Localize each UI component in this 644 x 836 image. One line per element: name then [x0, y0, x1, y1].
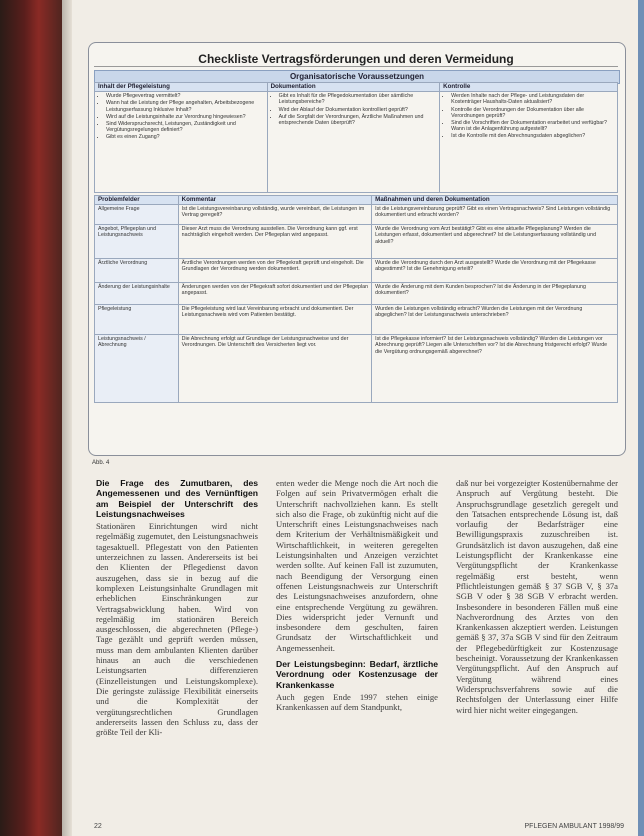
document-page [72, 0, 640, 836]
table-row [95, 335, 618, 403]
content-list-cell [95, 92, 268, 193]
body-text-2b: Auch gegen Ende 1997 stehen einige Krankenkassen auf dem Standpunkt, [276, 691, 438, 713]
section-heading-2: Der Leistungsbeginn: Bedarf, ärztliche Verordnung oder Kostenzusage der Krankenkasse [276, 659, 438, 690]
header-control: Kontrolle [440, 83, 618, 92]
header-measures: Maßnahmen und deren Dokumentation [372, 196, 618, 205]
header-content: Inhalt der Pflegeleistung [95, 83, 268, 92]
next-page-edge [638, 0, 644, 836]
cell-measures: Wurde die Verordnung durch den Arzt ausgestellt? Wurde die Verordnung mit der Pflegekasse abgestimmt? Ist die Genehmigung erteilt? [372, 259, 618, 283]
text-column-1 [96, 478, 258, 737]
header-comment: Kommentar [178, 196, 372, 205]
list-item: • Kontrolle der Verordnungen der Dokumentation über alle Verordnungen geprüft? [451, 107, 614, 119]
text-column-3 [456, 478, 618, 715]
list-item: • Sind die Vorschriften der Dokumentation erarbeitet und verfügbar? Wann ist die Anlagenführung aufgestellt? [451, 120, 614, 132]
table-row [95, 259, 618, 283]
cell-problem: Angebot, Pflegeplan und Leistungsnachweis [95, 225, 179, 259]
list-item: • Wird der Ablauf der Dokumentation kontrolliert geprüft? [279, 107, 437, 113]
section-heading-1: Die Frage des Zumutbaren, des Angemessenen und des Vernünftigen am Beispiel der Unterschrift des Leistungsnachweises [96, 478, 258, 519]
list-item: • Gibt es einen Zugang? [106, 134, 264, 140]
list-item: • Ist die Kontrolle mit den Abrechnungsdaten abgeglichen? [451, 133, 614, 139]
requirements-table [94, 82, 618, 193]
list-item: • Sind Widerspruchsrecht, Leistungen, Zuständigkeit und Vergütungsregelungen definiert? [106, 121, 264, 133]
page-title: Checkliste Vertragsförderungen und deren Vermeidung [198, 52, 514, 66]
table-row [95, 205, 618, 225]
org-header: Organisatorische Voraussetzungen [94, 70, 620, 84]
table-row [95, 283, 618, 305]
page-number: 22 [94, 823, 102, 830]
cell-problem: Änderung der Leistungsinhalte [95, 283, 179, 305]
body-text-3: daß nur bei vorgezeigter Kostenübernahme der Anspruch auf Vergütung besteht. Die Anspruchsgrundlage gesetzlich geregelt und den Tatsachen entsprechende Lösung ist, daß vorlaufig der Bedarfsträger eine Bewilligungspraxis zuzuschreiben ist. Grundsätzlich ist davon auszugehen, daß eine Leistungspflicht der Krankenkasse eine Vergütungspflicht der Krankenkasse regelmäßig erst besteht, wenn Pflichtleistungen gemäß § 37 SGB V, § 37a SGB V oder § 38 SGB V erbracht werden. Insbesondere in besonderen Fällen muß eine Nachverordnung des Arztes von den Krankenkassen akzeptiert werden. Leistungen gemäß § 37, 37a SGB V sind für den Zeitraum der Pflegebedürftigkeit zur Kostenzusage bescheinigt. Voraussetzung der Krankenkassen Vergütungspflicht. Auf den Anspruch auf Vergütung während eines Widerspruchsverfahrens sowie auf die Rechtsfolgen der Unterlassung einer Hilfe wird hier nicht weiter eingegangen. [456, 478, 618, 715]
book-spine [0, 0, 70, 836]
list-item: • Wurde Pflegevertrag vermittelt? [106, 93, 264, 99]
cell-comment: Dieser Arzt muss die Verordnung ausstellen. Die Verordnung kann ggf. erst nachträglich eingeholt werden. Der Pflegeplan wird angepasst. [178, 225, 372, 259]
figure-label: Abb. 4 [92, 460, 110, 466]
header-documentation: Dokumentation [267, 83, 440, 92]
header-problem: Problemfelder [95, 196, 179, 205]
problem-table [94, 195, 618, 403]
table-row [95, 225, 618, 259]
body-text-1: Stationären Einrichtungen wird nicht regelmäßig zugemutet, den Leistungsnachweis tagesaktuell. Pflegestatt von den Patienten unterzeichnen zu lassen. Andererseits ist bei den Klienten der Pflegedienst davon auszugehen, dass sie in bezug auf die komplexen Leistungsinhalte Grundlagen mit erheblichen Einschränkungen zur Vertragsabwicklung haben. Wird von regelmäßig im stationären Bereich ausgeschlossen, die abgerechneten (Pflege-) Tage gezählt und geprüft werden müssen, muss man dem ambulanten Klienten darüber hinaus an auch die verschiedenen Leistungsarten differenzieren (Einzelleistungen und Leistungskomplexe). Die geringste zulässige Flexibilität einerseits und die Komplexität der vergütungsrechtlichen Grundlagen andererseits lassen den Schluss zu, dass der größte Teil der Kli- [96, 521, 258, 738]
cell-problem: Leistungsnachweis / Abrechnung [95, 335, 179, 403]
title-divider [94, 66, 618, 67]
list-item: • Wann hat die Leistung der Pflege angehalten, Arbeitsbezogene Leistungserfassung Inklusive Inhalt? [106, 100, 264, 112]
list-item: • Gibt es Inhalt für die Pflegedokumentation über sämtliche Leistungsbereiche? [279, 93, 437, 105]
magazine-name: PFLEGEN AMBULANT 1998/99 [524, 823, 624, 830]
cell-comment: Die Abrechnung erfolgt auf Grundlage der Leistungsnachweise und der Verordnungen. Die Unterschrift des Versicherten liegt vor. [178, 335, 372, 403]
table-row [95, 305, 618, 335]
cell-measures: Ist die Leistungsvereinbarung geprüft? Gibt es einen Vertragsnachweis? Sind Leistungen vollständig dokumentiert und erbracht worden? [372, 205, 618, 225]
list-item: • Wird auf die Leistungsinhalte zur Verordnung hingewiesen? [106, 114, 264, 120]
cell-measures: Wurde die Änderung mit dem Kunden besprochen? Ist die Änderung in der Pflegeplanung dokumentiert? [372, 283, 618, 305]
list-item: • Werden Inhalte nach der Pflege- und Leistungsdaten der Kostenträger Haushalts-Daten aktualisiert? [451, 93, 614, 105]
cell-comment: Die Pflegeleistung wird laut Vereinbarung erbracht und dokumentiert. Der Leistungsnachweis wird vom Patienten bestätigt. [178, 305, 372, 335]
control-list-cell [440, 92, 618, 193]
cell-comment: Änderungen werden von der Pflegekraft sofort dokumentiert und der Pflegeplan angepasst. [178, 283, 372, 305]
cell-problem: Ärztliche Verordnung [95, 259, 179, 283]
cell-problem: Pflegeleistung [95, 305, 179, 335]
text-column-2 [276, 478, 438, 713]
cell-problem: Allgemeine Frage [95, 205, 179, 225]
cell-comment: Ist die Leistungsvereinbarung vollständig, wurde vereinbart, die Leistungen im Vertrag geregelt? [178, 205, 372, 225]
cell-comment: Ärztliche Verordnungen werden von der Pflegekraft geprüft und eingeholt. Die Grundlagen der Verordnung werden dokumentiert. [178, 259, 372, 283]
cell-measures: Ist die Pflegekasse informiert? Ist der Leistungsnachweis vollständig? Wurden die Leistungen vor Abrechnung geprüft? Liegen alle Unterschriften vor? Ist die Abrechnung fristgerecht erfolgt? Wurde die Vergütung ordnungsgemäß abgerechnet? [372, 335, 618, 403]
documentation-list-cell [267, 92, 440, 193]
cell-measures: Wurden die Leistungen vollständig erbracht? Wurden die Leistungen mit der Verordnung abgeglichen? Ist der Leistungsnachweis unterschrieben? [372, 305, 618, 335]
cell-measures: Wurde die Verordnung vom Arzt bestätigt? Gibt es eine aktuelle Pflegeplanung? Werden die Leistungen erfasst, dokumentiert und abgerechnet? Ist die Leistungserfassung vollständig und aktuell? [372, 225, 618, 259]
list-item: • Auf die Sorgfalt der Verordnungen, Ärztliche Maßnahmen und entsprechende Daten überprüft? [279, 114, 437, 126]
body-text-2: enten weder die Menge noch die Art noch die Folgen auf sein Privatvermögen erhalt die Unterschrift nachvollziehen kann. Es stellt sich also die Frage, ob zukünftig nicht auf die Unterschrift eines Leistungsnachweises nach dem Kriterium der Verhältnismäßigkeit und Wirtschaftlichkeit, in weiteren geregelten Leistungsinhalten und Anzeigen verzichtet werden sollte. Auf keinen Fall ist zuzumuten, nach Beendigung der Versorgung einen offenen Leistungsnachweis zur Unterschrift des Leistungsnachweises anzufordern, ohne eine entsprechende Vergütung zu gewähren. Dies widerspricht jeder Vernunft und insbesondere dem geschulten, fairen Grundsatz der Wirtschaftlichkeit und Angemessenheit. [276, 478, 438, 653]
